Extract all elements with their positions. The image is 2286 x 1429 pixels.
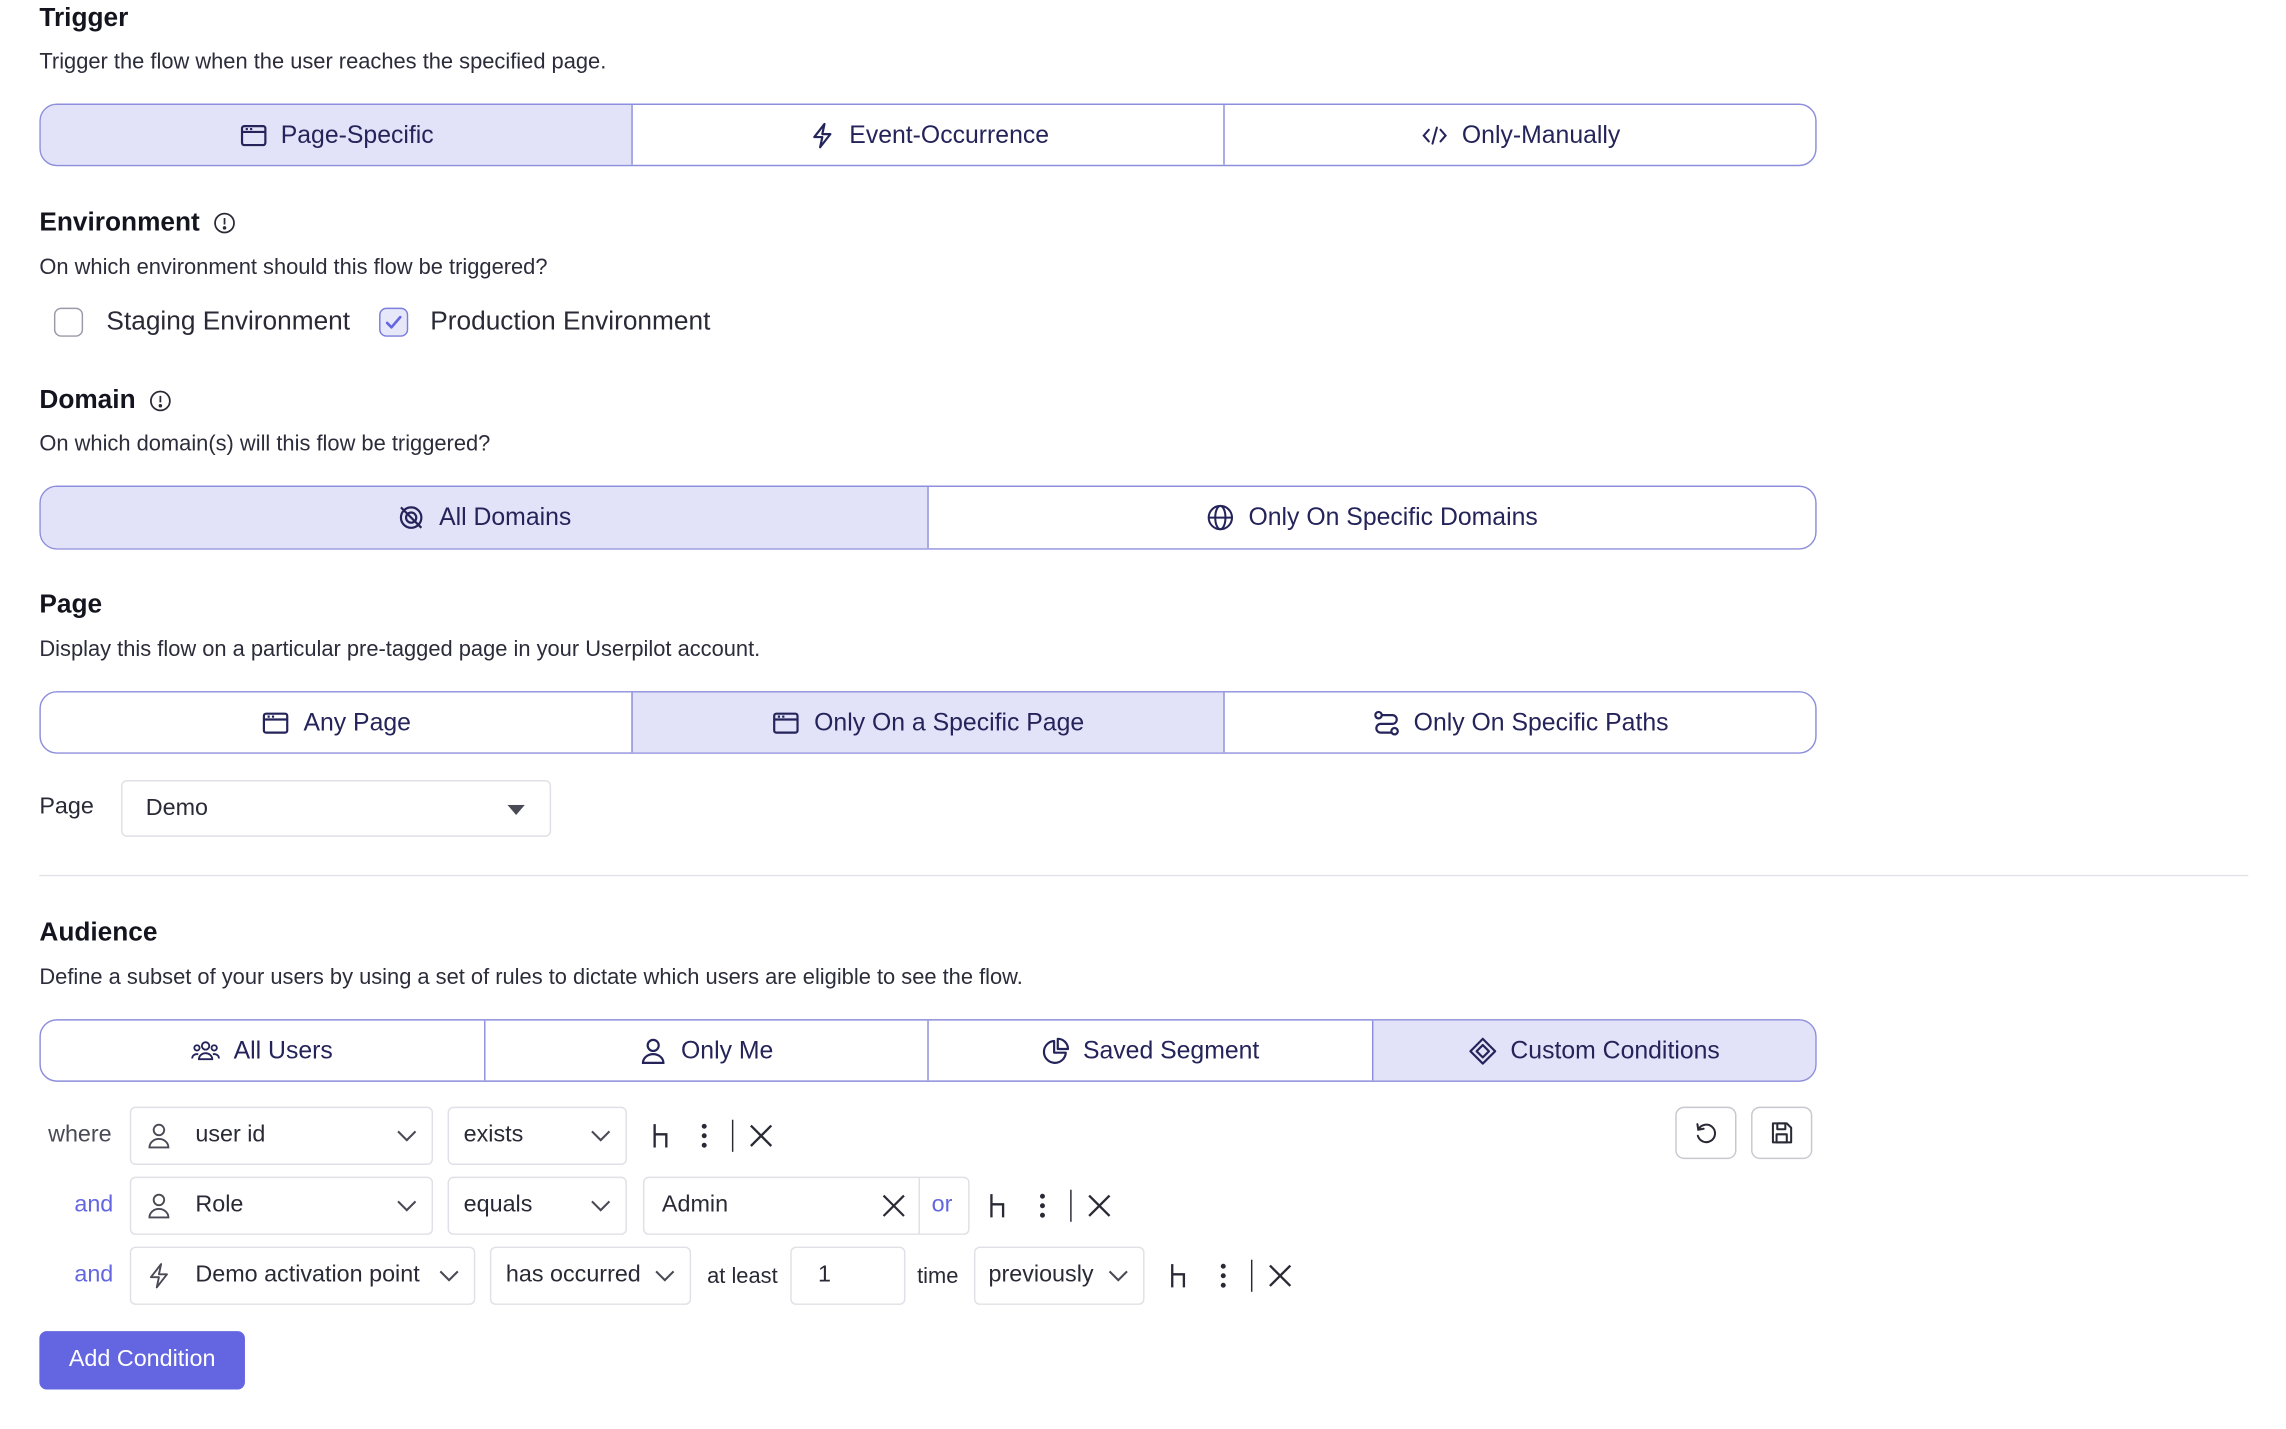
- globe-icon: [1206, 503, 1235, 532]
- trigger-option-event-occurrence[interactable]: [631, 105, 1223, 165]
- page-title: [39, 589, 102, 620]
- condition-1-operator-value: exists: [463, 1122, 524, 1148]
- condition-separator: [1070, 1190, 1071, 1222]
- or-value-button[interactable]: or: [931, 1192, 953, 1218]
- target-globe-icon: [397, 503, 426, 532]
- audience-option-label: Custom Conditions: [1510, 1035, 1720, 1064]
- domain-option-label: All Domains: [439, 503, 572, 531]
- domain-option-all-domains[interactable]: [41, 487, 927, 548]
- condition-2-attribute-select[interactable]: [130, 1177, 433, 1235]
- condition-connector-and[interactable]: and: [74, 1192, 114, 1218]
- environment-description: On which environment should this flow be triggered?: [39, 255, 548, 280]
- add-condition-button[interactable]: [39, 1331, 245, 1389]
- page-description: Display this flow on a particular pre-tagged page in your Userpilot account.: [39, 637, 761, 662]
- page-option-specific-paths[interactable]: [1223, 693, 1815, 753]
- lightning-icon: [807, 120, 836, 149]
- trigger-title: [39, 3, 128, 34]
- condition-2-value-text: Admin: [661, 1192, 729, 1218]
- browser-window-icon: [261, 708, 290, 737]
- audience-description: Define a subset of your users by using a set of rules to dictate which users are eligible to see the flow.: [39, 965, 1023, 990]
- environment-options: [54, 306, 710, 337]
- user-icon: [144, 1191, 173, 1220]
- trigger-options: [39, 104, 1816, 167]
- at-least-label: at least: [707, 1264, 778, 1289]
- condition-separator: [732, 1120, 733, 1152]
- production-environment-checkbox[interactable]: [379, 307, 408, 336]
- audience-option-label: Only Me: [681, 1035, 774, 1064]
- audience-option-all-users[interactable]: [41, 1021, 484, 1081]
- condition-connector-where: where: [48, 1122, 112, 1148]
- add-condition-label: Add Condition: [68, 1347, 216, 1372]
- condition-2-attribute-value: Role: [195, 1192, 244, 1218]
- chevron-down-icon: [439, 1270, 459, 1282]
- page-option-label: Any Page: [303, 707, 411, 736]
- caret-down-icon: [507, 805, 524, 815]
- chevron-down-icon: [655, 1270, 675, 1282]
- condition-1-attribute-select[interactable]: [130, 1107, 433, 1165]
- trigger-option-page-specific[interactable]: [41, 105, 631, 165]
- condition-3-timing-select[interactable]: [974, 1247, 1145, 1305]
- checkmark-icon: [384, 311, 404, 331]
- domain-option-specific-domains[interactable]: [927, 487, 1815, 548]
- domain-title-text: Domain: [39, 384, 136, 415]
- diamond-icon: [1468, 1036, 1497, 1065]
- trigger-option-label: Page-Specific: [280, 120, 434, 148]
- condition-connector-and[interactable]: and: [74, 1262, 114, 1288]
- environment-title-text: Environment: [39, 207, 200, 237]
- chevron-down-icon: [397, 1130, 417, 1142]
- audience-option-custom-conditions[interactable]: [1371, 1021, 1815, 1081]
- production-environment-label: Production Environment: [430, 306, 711, 336]
- condition-3-count-input[interactable]: [790, 1247, 905, 1305]
- group-condition-icon[interactable]: [984, 1191, 1013, 1220]
- clear-value-icon[interactable]: [881, 1193, 907, 1219]
- user-icon: [144, 1121, 173, 1150]
- section-divider: [39, 875, 2248, 876]
- path-icon: [1371, 708, 1400, 737]
- trigger-option-label: Event-Occurrence: [849, 120, 1050, 148]
- environment-title: [39, 207, 236, 238]
- save-conditions-button[interactable]: [1751, 1107, 1812, 1159]
- save-icon: [1769, 1120, 1795, 1146]
- staging-environment-checkbox[interactable]: [54, 307, 83, 336]
- condition-2-value-field[interactable]: [643, 1177, 970, 1235]
- audience-title: [39, 917, 157, 948]
- audience-option-label: All Users: [233, 1035, 333, 1064]
- domain-title: [39, 385, 172, 416]
- time-label: time: [917, 1264, 959, 1289]
- remove-condition-icon[interactable]: [1085, 1191, 1114, 1220]
- domain-description: On which domain(s) will this flow be triggered?: [39, 431, 491, 457]
- audience-option-saved-segment[interactable]: [927, 1021, 1371, 1081]
- trigger-description: Trigger the flow when the user reaches the specified page.: [39, 49, 607, 75]
- condition-3-timing-value: previously: [988, 1262, 1094, 1288]
- trigger-title-text: Trigger: [39, 2, 129, 33]
- browser-window-icon: [238, 120, 267, 149]
- remove-condition-icon[interactable]: [1266, 1261, 1295, 1290]
- page-title-text: Page: [39, 589, 103, 619]
- condition-separator: [1251, 1260, 1252, 1292]
- info-icon[interactable]: [213, 211, 236, 234]
- condition-1-operator-select[interactable]: [448, 1107, 627, 1165]
- pie-chart-icon: [1041, 1036, 1070, 1065]
- chevron-down-icon: [590, 1200, 610, 1212]
- code-icon: [1420, 120, 1449, 149]
- info-icon[interactable]: [149, 389, 172, 412]
- undo-icon: [1693, 1120, 1719, 1146]
- page-options: [39, 691, 1816, 754]
- condition-2-operator-select[interactable]: [448, 1177, 627, 1235]
- condition-1-attribute-value: user id: [195, 1122, 266, 1148]
- page-option-any-page[interactable]: [41, 693, 631, 753]
- group-condition-icon[interactable]: [1165, 1261, 1194, 1290]
- chevron-down-icon: [1108, 1270, 1128, 1282]
- group-condition-icon[interactable]: [647, 1121, 676, 1150]
- chevron-down-icon: [590, 1130, 610, 1142]
- trigger-option-label: Only-Manually: [1461, 120, 1621, 148]
- more-options-icon[interactable]: [1209, 1261, 1238, 1290]
- page-select-label: Page: [39, 794, 94, 820]
- condition-3-operator-select[interactable]: [490, 1247, 691, 1305]
- audience-option-only-me[interactable]: [483, 1021, 927, 1081]
- condition-3-count-value: 1: [817, 1262, 831, 1288]
- more-options-icon[interactable]: [1028, 1191, 1057, 1220]
- page-option-label: Only On a Specific Page: [814, 707, 1085, 736]
- audience-option-label: Saved Segment: [1082, 1035, 1260, 1064]
- condition-3-operator-value: has occurred: [505, 1262, 641, 1288]
- remove-condition-icon[interactable]: [746, 1121, 775, 1150]
- user-icon: [639, 1036, 668, 1065]
- staging-environment-label: Staging Environment: [106, 306, 351, 336]
- page-option-label: Only On Specific Paths: [1413, 707, 1669, 736]
- trigger-option-only-manually[interactable]: [1223, 105, 1815, 165]
- browser-window-icon: [772, 708, 801, 737]
- lightning-icon: [144, 1261, 173, 1290]
- audience-options: [39, 1019, 1816, 1082]
- audience-title-text: Audience: [39, 917, 158, 947]
- condition-3-event-select[interactable]: [130, 1247, 476, 1305]
- value-divider: [919, 1178, 920, 1233]
- more-options-icon[interactable]: [690, 1121, 719, 1150]
- page-select-value: Demo: [145, 795, 209, 821]
- users-group-icon: [191, 1036, 220, 1065]
- reset-conditions-button[interactable]: [1675, 1107, 1736, 1159]
- domain-options: [39, 486, 1816, 550]
- chevron-down-icon: [397, 1200, 417, 1212]
- page-select[interactable]: [121, 780, 551, 837]
- condition-2-operator-value: equals: [463, 1192, 533, 1218]
- condition-3-event-value: Demo activation point: [195, 1262, 420, 1288]
- page-option-specific-page[interactable]: [631, 693, 1223, 753]
- domain-option-label: Only On Specific Domains: [1248, 503, 1538, 531]
